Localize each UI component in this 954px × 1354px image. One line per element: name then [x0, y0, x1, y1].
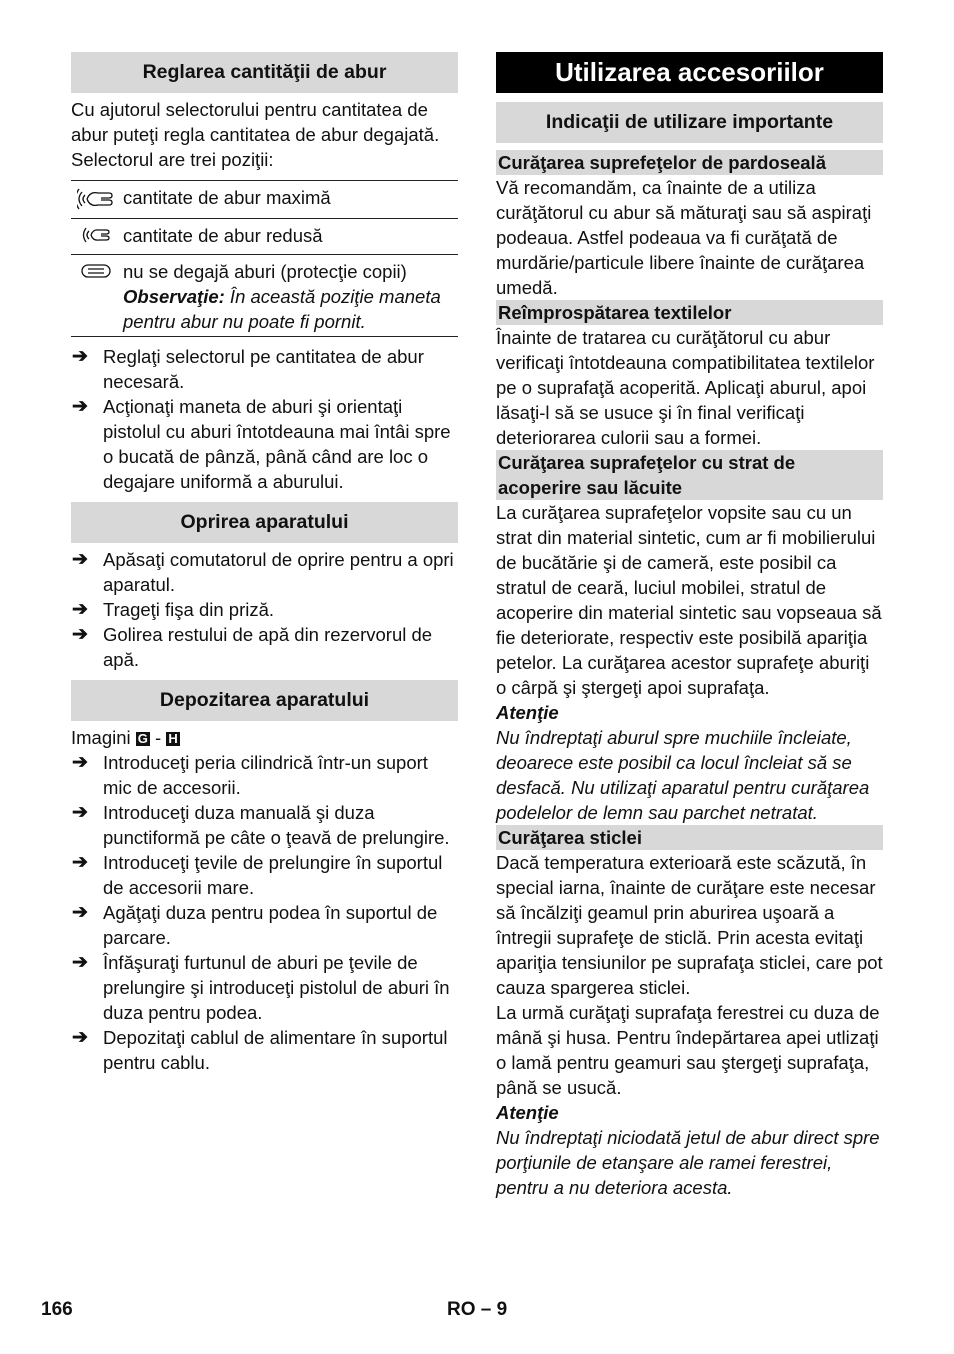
coated-text: La curăţarea suprafeţelor vopsite sau cu un strat din material sintetic, cum ar fi mobilierului de bucătărie şi de cameră, este posibil ca stratul de ceară, luciul mobilei, stratul de acoperire din material sintetic sau vopseaua să fie deteriorate, respectiv este posibilă apariţia petelor. La curăţarea acestor suprafeţe aburiţi o cârpă şi ştergeţi apoi suprafaţa. — [496, 502, 882, 698]
list-item: ➔ Reglaţi selectorul pe cantitatea de abur necesară. — [72, 346, 424, 392]
arrow-right-icon: ➔ — [72, 852, 88, 873]
steam-row-max — [71, 181, 458, 219]
heading-usage-notes: Indicaţii de utilizare importante — [496, 102, 883, 143]
steam-steps-list — [71, 344, 458, 494]
note-text: În această poziţie maneta pentru abur nu poate fi pornit. — [123, 286, 441, 332]
arrow-right-icon: ➔ — [72, 396, 88, 417]
arrow-right-icon: ➔ — [72, 1027, 88, 1048]
reduced-steam-icon — [71, 223, 123, 248]
child-lock-icon — [71, 259, 123, 334]
glass-warning-label: Atenţie — [496, 1102, 559, 1123]
arrow-right-icon: ➔ — [72, 346, 88, 367]
steam-row-reduced — [71, 219, 458, 255]
arrow-right-icon: ➔ — [72, 752, 88, 773]
list-item: ➔ Introduceţi duza manuală şi duza punctiformă pe câte o ţeavă de prelungire. — [72, 802, 450, 848]
storage-steps-list — [71, 750, 458, 1075]
arrow-right-icon: ➔ — [72, 599, 88, 620]
arrow-right-icon: ➔ — [72, 549, 88, 570]
steam-settings-table — [71, 180, 458, 337]
coated-warning-label: Atenţie — [496, 702, 559, 723]
figure-h-badge: H — [168, 731, 178, 746]
floor-text: Vă recomandăm, ca înainte de a utiliza curăţătorul cu abur să măturaţi sau să aspiraţi podeaua. Astfel podeaua va fi curăţată de murdărie/particule libere înainte de curăţarea umedă. — [496, 177, 872, 298]
arrow-right-icon: ➔ — [72, 624, 88, 645]
steam-intro: Cu ajutorul selectorului pentru cantitatea de abur puteţi regla cantitatea de abur degajată. Selectorul are trei poziţii: — [71, 99, 440, 170]
list-item: ➔ Apăsaţi comutatorul de oprire pentru a opri aparatul. — [72, 549, 454, 595]
images-reference: Imagini G - H — [71, 727, 178, 748]
section-reference: RO – 9 — [447, 1299, 508, 1320]
list-item: ➔ Depozitaţi cablul de alimentare în suportul pentru cablu. — [72, 1027, 448, 1073]
heading-stop-device: Oprirea aparatului — [71, 502, 458, 543]
list-item: ➔ Introduceţi ţevile de prelungire în suportul de accesorii mare. — [72, 852, 443, 898]
main-title: Utilizarea accesoriilor — [496, 52, 883, 93]
heading-glass-cleaning: Curăţarea sticlei — [496, 825, 883, 850]
heading-storage: Depozitarea aparatului — [71, 680, 458, 721]
glass-warning-text: Nu îndreptaţi niciodată jetul de abur direct spre porţiunile de etanşare ale ramei ferestrei, pentru a nu deteriora acesta. — [496, 1127, 880, 1198]
max-steam-icon — [71, 185, 123, 212]
arrow-right-icon: ➔ — [72, 802, 88, 823]
list-item: ➔ Introduceţi peria cilindrică într-un suport mic de accesorii. — [72, 752, 428, 798]
right-column — [496, 52, 883, 1200]
list-item: ➔ Agăţaţi duza pentru podea în suportul de parcare. — [72, 902, 438, 948]
list-item: ➔ Trageţi fişa din priză. — [72, 599, 275, 620]
steam-row-reduced-text: cantitate de abur redusă — [123, 225, 323, 246]
glass-text-2: La urmă curăţaţi suprafaţa ferestrei cu duza de mână şi husa. Pentru îndepărtarea apei utlizaţi o lamă pentru geamuri sau ştergeţi suprafaţa, până se usucă. — [496, 1002, 880, 1098]
page-number: 166 — [41, 1299, 73, 1320]
note-label: Observaţie: — [123, 286, 225, 307]
child-lock-label: nu se degajă aburi (protecţie copii) — [123, 261, 407, 282]
heading-steam-amount: Reglarea cantităţii de abur — [71, 52, 458, 93]
steam-row-off — [71, 255, 458, 336]
heading-textiles: Reîmprospătarea textilelor — [496, 300, 883, 325]
arrow-right-icon: ➔ — [72, 952, 88, 973]
steam-row-max-text: cantitate de abur maximă — [123, 187, 331, 208]
list-item: ➔ Golirea restului de apă din rezervorul de apă. — [72, 624, 433, 670]
textiles-text: Înainte de tratarea cu curăţătorul cu abur verificaţi întotdeauna compatibilitatea textilelor pe o suprafaţă acoperită. Aplicaţi aburul, apoi lăsaţi-l să se usuce şi în final verificaţi deteriorarea culorii sau a formei. — [496, 327, 875, 448]
stop-steps-list — [71, 547, 458, 672]
list-item: ➔ Acţionaţi maneta de aburi şi orientaţi pistolul cu aburi întotdeauna mai întâi spre o bucată de pânză, până când are loc o degajare uniformă a aburului. — [72, 396, 451, 492]
heading-coated-surfaces: Curăţarea suprafeţelor cu strat de acoperire sau lăcuite — [496, 450, 883, 500]
left-column — [71, 52, 458, 1075]
glass-text-1: Dacă temperatura exterioară este scăzută, în special iarna, înainte de curăţare este necesar să încălziţi geamul prin aburirea uşoară a întregii suprafeţe de sticlă. Prin acesta evitaţi apariţia tensiunilor pe suprafaţa sticlei, care pot cauza spargerea sticlei. — [496, 852, 883, 998]
arrow-right-icon: ➔ — [72, 902, 88, 923]
heading-floor-cleaning: Curăţarea suprefeţelor de pardoseală — [496, 150, 883, 175]
steam-row-off-text — [123, 259, 458, 334]
figure-g-badge: G — [137, 731, 148, 746]
list-item: ➔ Înfăşuraţi furtunul de aburi pe ţevile de prelungire şi introduceţi pistolul de aburi în duza pentru podea. — [72, 952, 450, 1023]
coated-warning-text: Nu îndreptaţi aburul spre muchiile încleiate, deoarece este posibil ca locul încleiat să se desfacă. Nu utilizaţi aparatul pentru curăţarea podelelor de lemn sau parchet netratat. — [496, 727, 870, 823]
